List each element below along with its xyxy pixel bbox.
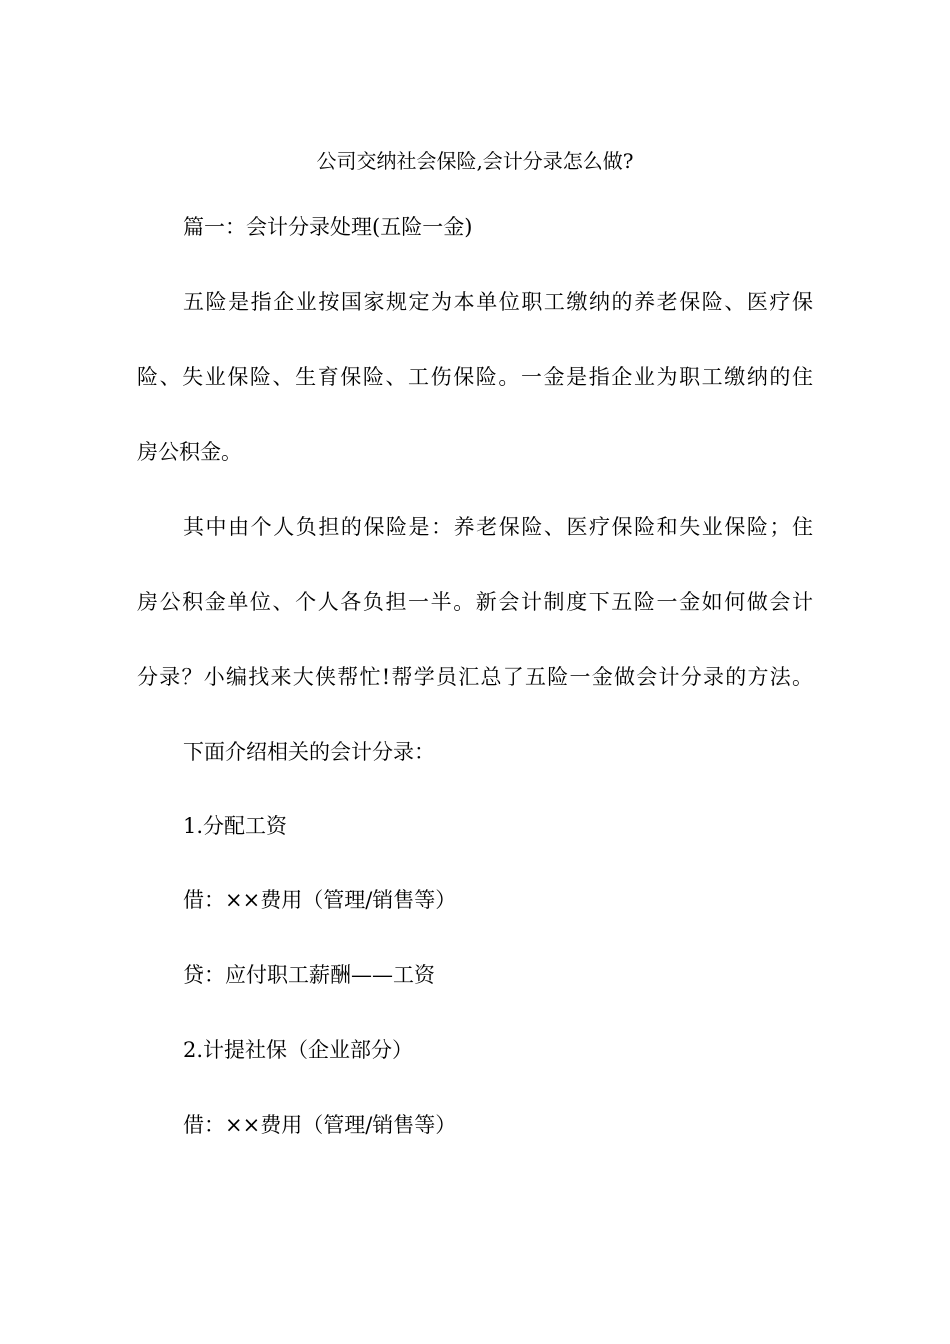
entry-distribute-wages: 1.分配工资 bbox=[183, 814, 288, 838]
document-title: 公司交纳社会保险,会计分录怎么做? bbox=[316, 149, 634, 173]
section-heading: 篇一：会计分录处理(五险一金) bbox=[183, 215, 473, 239]
entry-credit-payroll: 贷：应付职工薪酬——工资 bbox=[183, 963, 435, 987]
paragraph2-line2: 房公积金单位、个人各负担一半。新会计制度下五险一金如何做会计 bbox=[137, 590, 813, 614]
paragraph1-line1: 五险是指企业按国家规定为本单位职工缴纳的养老保险、医疗保 bbox=[183, 290, 813, 314]
paragraph1-line2: 险、失业保险、生育保险、工伤保险。一金是指企业为职工缴纳的住 bbox=[137, 365, 813, 389]
paragraph1-line3: 房公积金。 bbox=[137, 440, 242, 464]
intro-line: 下面介绍相关的会计分录： bbox=[183, 740, 435, 764]
paragraph2-line1: 其中由个人负担的保险是：养老保险、医疗保险和失业保险；住 bbox=[183, 515, 813, 539]
entry-accrue-social-insurance: 2.计提社保（企业部分） bbox=[183, 1038, 414, 1062]
entry-debit-expense-2: 借：××费用（管理/销售等） bbox=[183, 1113, 457, 1137]
paragraph2-line3: 分录？小编找来大侠帮忙!帮学员汇总了五险一金做会计分录的方法。 bbox=[137, 665, 813, 689]
entry-debit-expense: 借：××费用（管理/销售等） bbox=[183, 888, 457, 912]
